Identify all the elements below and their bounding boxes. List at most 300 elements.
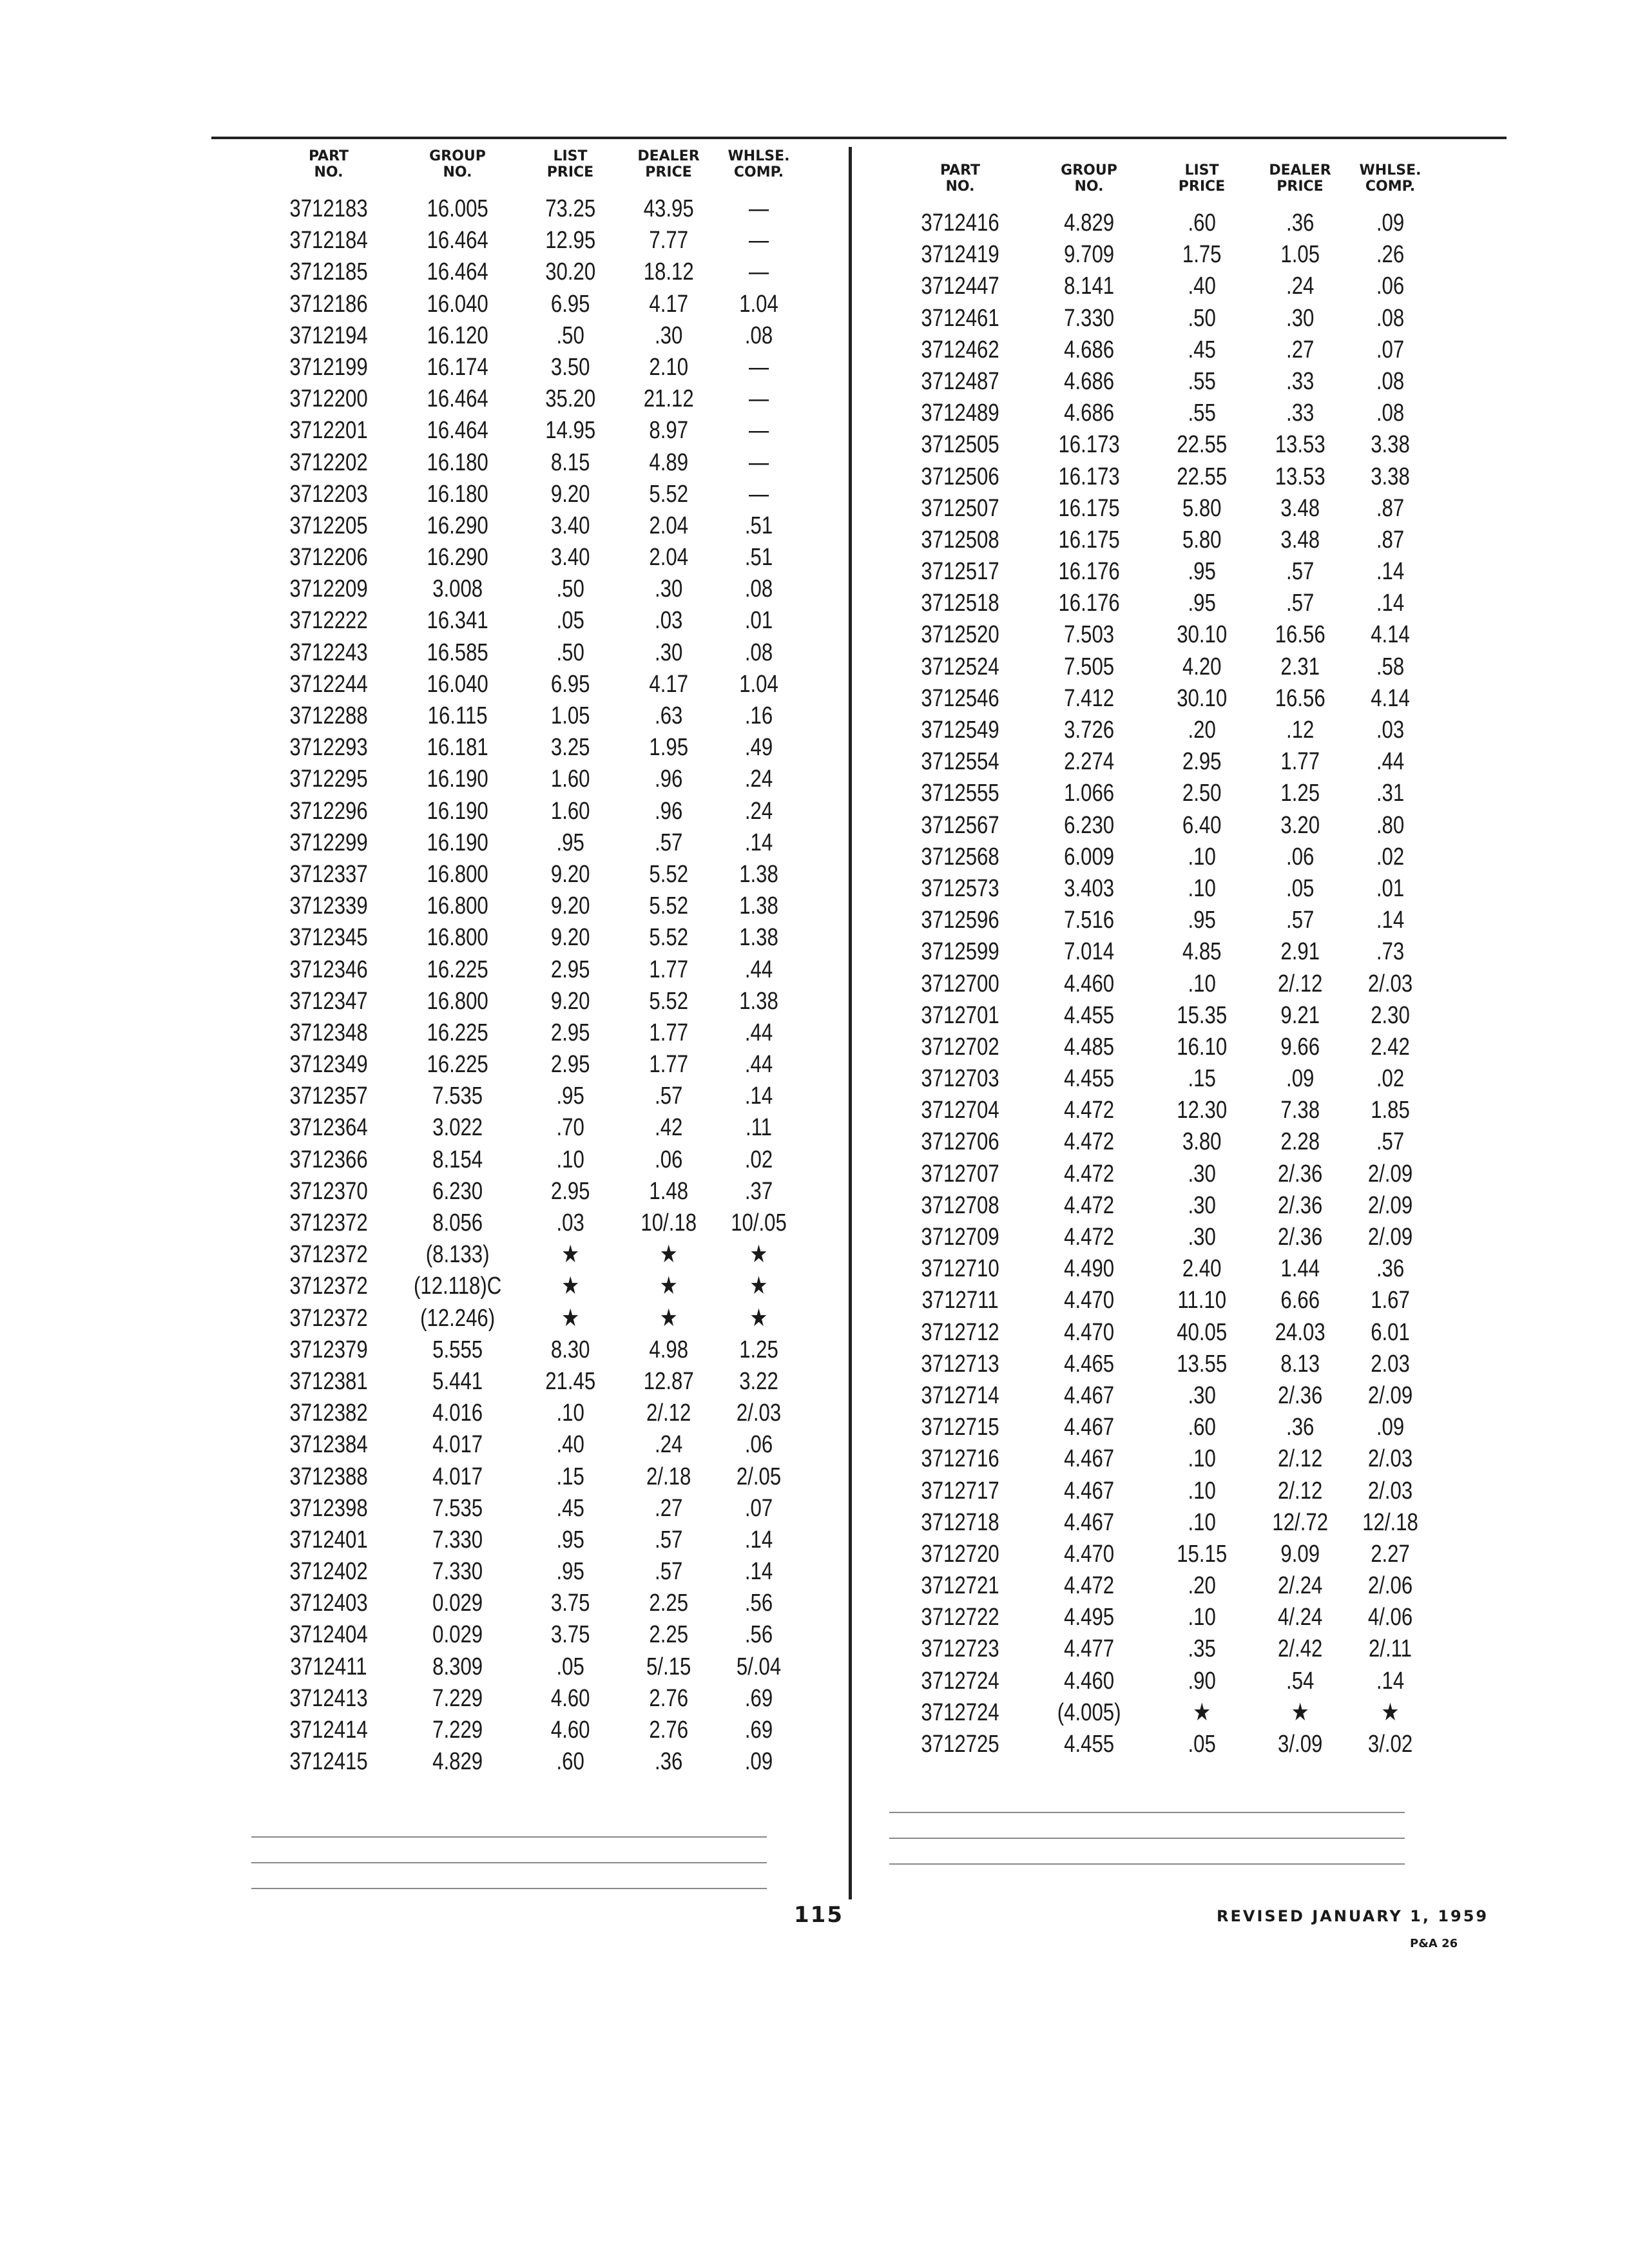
group-no-cell: 16.175: [1058, 526, 1120, 553]
list-price-cell: 12.30: [1177, 1097, 1228, 1124]
dealer-price-cell: 2/.12: [1278, 1445, 1323, 1473]
dealer-price-cell: .30: [655, 639, 683, 666]
whlse-comp-cell: 1.38: [739, 987, 778, 1015]
part-no-cell: 3712404: [289, 1621, 368, 1649]
part-no-cell: 3712201: [289, 417, 368, 445]
table-row: [264, 1588, 799, 1619]
whlse-comp-cell: .01: [1376, 874, 1405, 902]
table-row: [264, 1112, 799, 1144]
part-no-cell: 3712709: [921, 1224, 999, 1251]
part-no-cell: 3712209: [289, 575, 368, 603]
table-row: [896, 1190, 1431, 1222]
list-price-cell: 9.20: [550, 892, 590, 920]
dealer-price-cell: .36: [1286, 209, 1315, 236]
header-whlse-comp: WHLSE. COMP.: [728, 148, 790, 180]
group-no-cell: 4.467: [1064, 1477, 1115, 1504]
list-price-cell: .15: [1188, 1065, 1216, 1093]
whlse-comp-cell: .09: [744, 1748, 773, 1776]
part-no-cell: 3712370: [289, 1177, 368, 1205]
part-no-cell: 3712573: [921, 874, 999, 902]
dealer-price-cell: 2/.12: [646, 1399, 691, 1427]
list-price-cell: .50: [1188, 304, 1216, 332]
group-no-cell: 16.225: [427, 1019, 488, 1046]
group-no-cell: 4.495: [1064, 1604, 1115, 1631]
part-no-cell: 3712506: [921, 463, 999, 490]
whlse-comp-cell: 1.25: [739, 1336, 778, 1363]
header-list-price: LIST PRICE: [546, 148, 594, 180]
list-price-cell: .10: [556, 1146, 584, 1173]
table-row: [264, 1207, 799, 1239]
list-price-cell: 2.40: [1182, 1255, 1222, 1283]
dealer-price-cell: 2.76: [649, 1716, 689, 1744]
table-row: [896, 1000, 1431, 1032]
group-no-cell: 6.009: [1064, 843, 1115, 870]
dealer-price-cell: 16.56: [1275, 621, 1325, 649]
list-price-cell: .90: [1188, 1667, 1216, 1695]
list-price-cell: .70: [556, 1114, 584, 1142]
list-price-cell: 13.55: [1177, 1350, 1228, 1378]
group-no-cell: 16.176: [1058, 558, 1120, 586]
list-price-cell: 9.20: [550, 924, 590, 952]
whlse-comp-cell: 2/.05: [736, 1463, 782, 1490]
group-no-cell: 5.555: [432, 1336, 483, 1363]
dealer-price-cell: 5/.15: [646, 1653, 691, 1680]
list-price-cell: 1.60: [550, 765, 590, 793]
whlse-comp-cell: 12/.18: [1362, 1508, 1418, 1536]
part-no-cell: 3712722: [921, 1604, 999, 1631]
part-no-cell: 3712724: [921, 1698, 999, 1726]
list-price-cell: 16.10: [1177, 1033, 1228, 1061]
list-price-cell: .30: [1188, 1381, 1216, 1409]
list-price-cell: 30.10: [1177, 684, 1228, 712]
group-no-cell: 16.585: [427, 639, 488, 666]
table-row: [264, 827, 799, 859]
whlse-comp-cell: —: [748, 227, 769, 255]
whlse-comp-cell: 3.38: [1371, 431, 1410, 459]
table-row: [264, 796, 799, 827]
dealer-price-cell: 4.89: [649, 448, 689, 476]
group-no-cell: 3.726: [1064, 716, 1115, 744]
group-no-cell: 4.472: [1064, 1097, 1115, 1124]
left-price-table: [264, 148, 799, 1778]
part-no-cell: 3712715: [921, 1414, 999, 1441]
part-no-cell: 3712299: [289, 829, 368, 856]
dealer-price-cell: .06: [1286, 843, 1315, 870]
dealer-price-cell: 2.10: [649, 353, 689, 381]
group-no-cell: 4.472: [1064, 1128, 1115, 1156]
left-table-header: [264, 148, 799, 193]
whlse-comp-cell: —: [748, 480, 769, 508]
group-no-cell: 4.455: [1064, 1731, 1115, 1758]
dealer-price-cell: 4.17: [649, 670, 689, 698]
table-row: [264, 573, 799, 605]
dealer-price-cell: .63: [655, 702, 683, 729]
group-no-cell: 16.173: [1058, 431, 1120, 459]
table-row: [896, 461, 1431, 493]
part-no-cell: 3712398: [289, 1494, 368, 1522]
list-price-cell: ★: [561, 1304, 580, 1332]
dealer-price-cell: ★: [659, 1273, 678, 1300]
list-price-cell: 9.20: [550, 987, 590, 1015]
whlse-comp-cell: .14: [1376, 558, 1405, 586]
whlse-comp-cell: .14: [1376, 907, 1405, 934]
table-row: [264, 1239, 799, 1271]
list-price-cell: 3.25: [550, 734, 590, 762]
table-row: [896, 1729, 1431, 1760]
right-price-table: [896, 162, 1450, 1760]
dealer-price-cell: .57: [655, 1526, 683, 1553]
part-no-cell: 3712462: [921, 336, 999, 363]
table-row: [264, 1081, 799, 1112]
part-no-cell: 3712194: [289, 322, 368, 349]
table-row: [896, 873, 1431, 905]
dealer-price-cell: .57: [1286, 907, 1315, 934]
list-price-cell: .05: [556, 1653, 584, 1680]
whlse-comp-cell: ★: [749, 1273, 768, 1300]
table-row: [896, 1633, 1431, 1665]
table-row: [896, 493, 1431, 524]
part-no-cell: 3712596: [921, 907, 999, 934]
list-price-cell: .95: [1188, 907, 1216, 934]
part-no-cell: 3712366: [289, 1146, 368, 1173]
table-row: [264, 320, 799, 352]
list-price-cell: 4.85: [1182, 938, 1222, 966]
dealer-price-cell: 18.12: [643, 258, 694, 286]
dealer-price-cell: .36: [655, 1748, 683, 1776]
table-row: [264, 732, 799, 764]
whlse-comp-cell: 2/.11: [1369, 1635, 1412, 1663]
group-no-cell: 4.490: [1064, 1255, 1115, 1283]
table-row: [264, 1366, 799, 1398]
whlse-comp-cell: 2/.03: [1367, 1445, 1413, 1473]
table-row: [264, 1715, 799, 1746]
list-price-cell: .30: [1188, 1160, 1216, 1187]
part-no-cell: 3712372: [289, 1241, 368, 1269]
dealer-price-cell: .33: [1286, 399, 1315, 427]
page-number: 115: [794, 1902, 843, 1928]
part-no-cell: 3712288: [289, 702, 368, 729]
dealer-price-cell: 4.98: [649, 1336, 689, 1363]
group-no-cell: 16.464: [427, 385, 488, 413]
group-no-cell: 16.464: [427, 258, 488, 286]
list-price-cell: .95: [556, 1526, 584, 1553]
dealer-price-cell: 5.52: [649, 480, 689, 508]
part-no-cell: 3712203: [289, 480, 368, 508]
table-row: [896, 556, 1431, 588]
list-price-cell: .03: [556, 1209, 584, 1236]
blank-line: [889, 1812, 1405, 1813]
dealer-price-cell: 3.20: [1280, 811, 1320, 839]
part-no-cell: 3712555: [921, 780, 999, 807]
whlse-comp-cell: 2/.03: [1367, 970, 1413, 997]
dealer-price-cell: 3.48: [1280, 526, 1320, 553]
whlse-comp-cell: 2.27: [1371, 1540, 1410, 1568]
table-row: [264, 225, 799, 256]
whlse-comp-cell: .08: [744, 575, 773, 603]
list-price-cell: .10: [1188, 1604, 1216, 1631]
whlse-comp-cell: 5/.04: [736, 1653, 782, 1680]
whlse-comp-cell: 1.38: [739, 892, 778, 920]
part-no-cell: 3712725: [921, 1731, 999, 1758]
whlse-comp-cell: .14: [1376, 1667, 1405, 1695]
whlse-comp-cell: .36: [1376, 1255, 1405, 1283]
part-no-cell: 3712384: [289, 1431, 368, 1459]
dealer-price-cell: ★: [659, 1304, 678, 1332]
table-row: [896, 366, 1431, 398]
whlse-comp-cell: 1.38: [739, 924, 778, 952]
whlse-comp-cell: .14: [744, 829, 773, 856]
list-price-cell: ★: [561, 1273, 580, 1300]
list-price-cell: 1.75: [1182, 241, 1222, 269]
group-no-cell: 4.467: [1064, 1414, 1115, 1441]
table-row: [896, 1443, 1431, 1475]
dealer-price-cell: 16.56: [1275, 684, 1325, 712]
dealer-price-cell: 21.12: [643, 385, 694, 413]
list-price-cell: 2.95: [1182, 748, 1222, 776]
header-part-no: PART NO.: [308, 148, 349, 180]
whlse-comp-cell: .02: [744, 1146, 773, 1173]
part-no-cell: 3712599: [921, 938, 999, 966]
table-row: [896, 1095, 1431, 1126]
table-row: [264, 447, 799, 479]
table-row: [264, 764, 799, 795]
dealer-price-cell: .96: [655, 765, 683, 793]
part-no-cell: 3712199: [289, 353, 368, 381]
dealer-price-cell: .24: [655, 1431, 683, 1459]
list-price-cell: .20: [1188, 1572, 1216, 1600]
part-no-cell: 3712711: [921, 1287, 999, 1314]
whlse-comp-cell: .51: [744, 512, 773, 539]
table-row: [264, 1746, 799, 1778]
table-row: [896, 429, 1431, 461]
list-price-cell: 2.50: [1182, 780, 1222, 807]
group-no-cell: 16.176: [1058, 590, 1120, 617]
part-no-cell: 3712388: [289, 1463, 368, 1490]
whlse-comp-cell: 2.03: [1371, 1350, 1410, 1378]
part-no-cell: 3712244: [289, 670, 368, 698]
part-no-cell: 3712447: [921, 273, 999, 300]
part-no-cell: 3712524: [921, 653, 999, 680]
list-price-cell: .55: [1188, 399, 1216, 427]
dealer-price-cell: .30: [655, 322, 683, 349]
list-price-cell: 35.20: [545, 385, 596, 413]
part-no-cell: 3712414: [289, 1716, 368, 1744]
part-no-cell: 3712520: [921, 621, 999, 649]
part-no-cell: 3712349: [289, 1051, 368, 1079]
group-no-cell: 4.470: [1064, 1318, 1115, 1346]
whlse-comp-cell: .69: [744, 1716, 773, 1744]
group-no-cell: 7.516: [1064, 907, 1115, 934]
dealer-price-cell: 6.66: [1280, 1287, 1320, 1314]
dealer-price-cell: 12.87: [643, 1367, 694, 1395]
group-no-cell: 16.464: [427, 227, 488, 255]
table-row: [264, 1619, 799, 1651]
group-no-cell: 16.800: [427, 924, 488, 952]
group-no-cell: 4.470: [1064, 1540, 1115, 1568]
part-no-cell: 3712381: [289, 1367, 368, 1395]
table-row: [264, 1651, 799, 1683]
dealer-price-cell: 2/.36: [1278, 1224, 1323, 1251]
dealer-price-cell: 3/.09: [1278, 1731, 1323, 1758]
whlse-comp-cell: 6.01: [1371, 1318, 1410, 1346]
list-price-cell: 2.95: [550, 1019, 590, 1046]
dealer-price-cell: .03: [655, 607, 683, 635]
dealer-price-cell: .05: [1286, 874, 1315, 902]
whlse-comp-cell: —: [748, 417, 769, 445]
part-no-cell: 3712487: [921, 367, 999, 395]
part-no-cell: 3712716: [921, 1445, 999, 1473]
group-no-cell: 7.014: [1064, 938, 1115, 966]
list-price-cell: .10: [1188, 1445, 1216, 1473]
dealer-price-cell: 2/.36: [1278, 1381, 1323, 1409]
whlse-comp-cell: 1.04: [739, 670, 778, 698]
table-row: [264, 510, 799, 542]
list-price-cell: .50: [556, 575, 584, 603]
list-price-cell: 3.40: [550, 544, 590, 572]
table-row: [896, 778, 1431, 809]
whlse-comp-cell: 2.30: [1371, 1001, 1410, 1029]
part-no-cell: 3712379: [289, 1336, 368, 1363]
group-no-cell: 16.190: [427, 797, 488, 825]
dealer-price-cell: 13.53: [1275, 431, 1325, 459]
dealer-price-cell: 1.44: [1280, 1255, 1320, 1283]
table-row: [264, 1271, 799, 1302]
part-no-cell: 3712206: [289, 544, 368, 572]
group-no-cell: 4.829: [432, 1748, 483, 1776]
table-row: [896, 715, 1431, 746]
whlse-comp-cell: .09: [1376, 1414, 1405, 1441]
whlse-comp-cell: .80: [1376, 811, 1405, 839]
part-no-cell: 3712708: [921, 1191, 999, 1219]
whlse-comp-cell: 2/.03: [1367, 1477, 1413, 1504]
left-blank-lines: [251, 1836, 767, 1914]
header-list-price: LIST PRICE: [1178, 162, 1226, 195]
whlse-comp-cell: 3/.02: [1367, 1731, 1413, 1758]
group-no-cell: (12.246): [420, 1304, 496, 1332]
group-no-cell: 4.485: [1064, 1033, 1115, 1061]
part-no-cell: 3712411: [290, 1653, 367, 1680]
group-no-cell: 16.173: [1058, 463, 1120, 490]
part-no-cell: 3712700: [921, 970, 999, 997]
right-blank-lines: [889, 1812, 1405, 1889]
list-price-cell: 3.50: [550, 353, 590, 381]
dealer-price-cell: 4/.24: [1278, 1604, 1323, 1631]
dealer-price-cell: ★: [1291, 1698, 1309, 1726]
table-row: [896, 1222, 1431, 1253]
dealer-price-cell: 2.91: [1280, 938, 1320, 966]
list-price-cell: .45: [556, 1494, 584, 1522]
part-no-cell: 3712382: [289, 1399, 368, 1427]
part-no-cell: 3712554: [921, 748, 999, 776]
list-price-cell: ★: [1193, 1698, 1211, 1726]
group-no-cell: 1.066: [1064, 780, 1115, 807]
group-no-cell: 7.330: [1064, 304, 1115, 332]
table-row: [264, 1429, 799, 1461]
whlse-comp-cell: .37: [744, 1177, 773, 1205]
dealer-price-cell: 9.21: [1280, 1001, 1320, 1029]
list-price-cell: 4.20: [1182, 653, 1222, 680]
group-no-cell: 3.403: [1064, 874, 1115, 902]
whlse-comp-cell: .14: [744, 1558, 773, 1586]
list-price-cell: 3.40: [550, 512, 590, 539]
list-price-cell: .20: [1188, 716, 1216, 744]
group-no-cell: 8.056: [432, 1209, 483, 1236]
whlse-comp-cell: 3.22: [739, 1367, 778, 1395]
group-no-cell: 16.800: [427, 860, 488, 888]
part-no-cell: 3712185: [289, 258, 368, 286]
dealer-price-cell: 2.76: [649, 1684, 689, 1712]
group-no-cell: 7.505: [1064, 653, 1115, 680]
group-no-cell: (12.118)C: [413, 1273, 502, 1300]
dealer-price-cell: 2.25: [649, 1621, 689, 1649]
whlse-comp-cell: .14: [744, 1526, 773, 1553]
dealer-price-cell: .12: [1286, 716, 1315, 744]
header-whlse-comp: WHLSE. COMP.: [1359, 162, 1422, 195]
table-row: [896, 1570, 1431, 1602]
list-price-cell: .50: [556, 322, 584, 349]
part-no-cell: 3712186: [289, 290, 368, 318]
whlse-comp-cell: 2.42: [1371, 1033, 1410, 1061]
list-price-cell: 5.80: [1182, 526, 1222, 553]
top-rule: [211, 137, 1507, 139]
whlse-comp-cell: .08: [744, 322, 773, 349]
table-row: [896, 1697, 1431, 1729]
group-no-cell: 4.017: [432, 1431, 483, 1459]
dealer-price-cell: 1.05: [1280, 241, 1320, 269]
part-no-cell: 3712345: [289, 924, 368, 952]
list-price-cell: .10: [556, 1399, 584, 1427]
part-no-cell: 3712339: [289, 892, 368, 920]
group-no-cell: 16.341: [427, 607, 488, 635]
whlse-comp-cell: .08: [744, 639, 773, 666]
group-no-cell: 16.005: [427, 195, 488, 222]
list-price-cell: 22.55: [1177, 431, 1228, 459]
dealer-price-cell: 4.17: [649, 290, 689, 318]
group-no-cell: 4.829: [1064, 209, 1115, 236]
table-row: [264, 859, 799, 890]
whlse-comp-cell: .49: [744, 734, 773, 762]
dealer-price-cell: 2.04: [649, 544, 689, 572]
list-price-cell: ★: [561, 1241, 580, 1269]
dealer-price-cell: 2/.42: [1278, 1635, 1323, 1663]
group-no-cell: 7.412: [1064, 684, 1115, 712]
group-no-cell: 16.181: [427, 734, 488, 762]
list-price-cell: 9.20: [550, 860, 590, 888]
group-no-cell: 4.460: [1064, 1667, 1115, 1695]
group-no-cell: 16.115: [427, 702, 488, 729]
part-no-cell: 3712721: [921, 1572, 999, 1600]
group-no-cell: 4.455: [1064, 1001, 1115, 1029]
group-no-cell: 4.472: [1064, 1224, 1115, 1251]
group-no-cell: 16.180: [427, 448, 488, 476]
blank-line: [251, 1836, 767, 1838]
table-row: [896, 334, 1431, 366]
part-no-cell: 3712461: [921, 304, 999, 332]
part-no-cell: 3712703: [921, 1065, 999, 1093]
group-no-cell: 4.470: [1064, 1287, 1115, 1314]
header-dealer-price: DEALER PRICE: [637, 148, 700, 180]
whlse-comp-cell: .58: [1376, 653, 1405, 680]
group-no-cell: 0.029: [432, 1590, 483, 1617]
whlse-comp-cell: .57: [1376, 1128, 1405, 1156]
part-no-cell: 3712415: [289, 1748, 368, 1776]
right-table-rows: [896, 207, 1450, 1760]
dealer-price-cell: 2/.12: [1278, 970, 1323, 997]
table-row: [896, 1285, 1431, 1316]
dealer-price-cell: ★: [659, 1241, 678, 1269]
whlse-comp-cell: .26: [1376, 241, 1405, 269]
list-price-cell: 12.95: [545, 227, 596, 255]
